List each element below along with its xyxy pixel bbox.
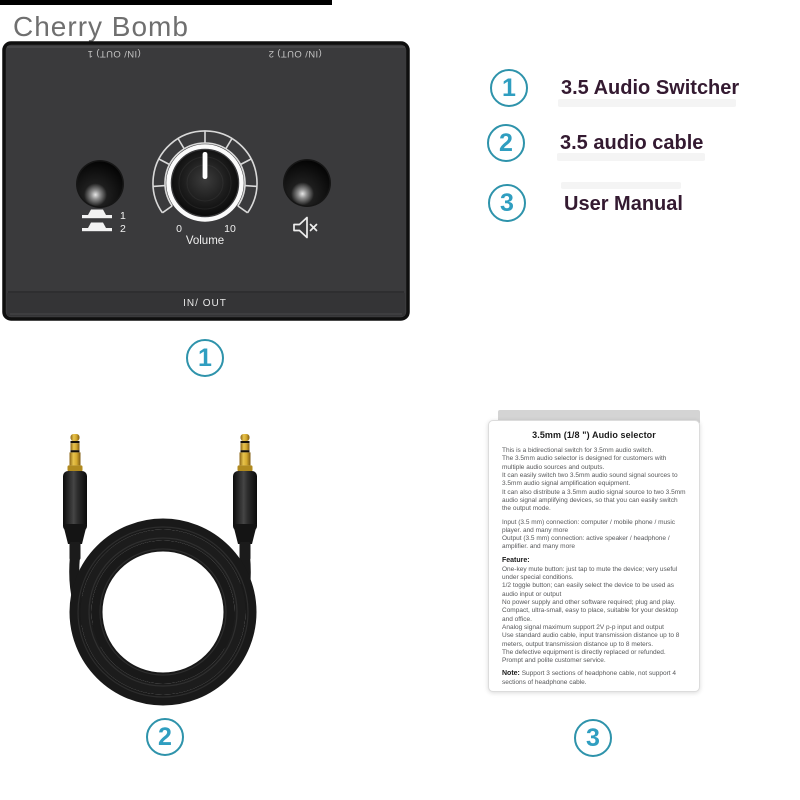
callout-manual-badge	[574, 719, 612, 757]
manual-note-text: Support 3 sections of headphone cable, not support 4 sections of headphone cable.	[502, 670, 677, 687]
manual-note-label: Note:	[502, 670, 520, 678]
callout-manual-number: 3	[586, 723, 600, 752]
label-shadow-artifact	[558, 99, 736, 107]
port-label-1: (IN/ OUT) 1	[87, 48, 141, 59]
device-top-highlight	[7, 46, 405, 48]
manual-text-line: The defective equipment is directly replaced or refunded. Prompt and polite customer service.	[502, 648, 666, 665]
list-item-1-number: 1	[502, 73, 516, 102]
callout-device-number: 1	[198, 343, 212, 372]
manual-text-line: Analog signal maximum support 2V p-p input and output	[502, 623, 664, 631]
volume-knob	[169, 147, 242, 220]
watermark-text: Cherry Bomb	[13, 11, 189, 42]
list-item-2-number: 2	[499, 128, 513, 157]
manual-text-line: The 3.5mm audio selector is designed for customers with multiple audio sources and outputs.	[502, 455, 667, 471]
mute-button	[283, 159, 331, 207]
in-out-label: IN/ OUT	[183, 298, 227, 309]
manual-text-line: Use standard audio cable, input transmission distance up to 8 meters, output transmission distance up to 8 meters.	[502, 632, 680, 648]
knob-pointer	[203, 152, 208, 179]
label-shadow-artifact	[561, 182, 681, 189]
volume-label: Volume	[185, 235, 225, 247]
list-item-1-label: 3.5 Audio Switcher	[561, 77, 740, 99]
manual-text-line: No power supply and other software required; plug and play.	[502, 598, 676, 606]
manual-text-line: It can easily switch two 3.5mm audio sound signal sources to 3.5mm audio signal amplification equipment.	[502, 471, 678, 488]
list-item-2-badge	[487, 124, 525, 162]
toggle-button	[76, 160, 124, 208]
manual-feature-heading: Feature:	[502, 556, 530, 564]
list-item-2-label: 3.5 audio cable	[560, 132, 704, 154]
jack-plug-left	[63, 434, 87, 560]
switch-label-1: 1	[120, 210, 126, 222]
manual-note	[502, 670, 686, 687]
list-item-1-badge	[490, 69, 528, 107]
list-item-3-label: User Manual	[564, 193, 683, 215]
audio-switcher-device	[2, 41, 412, 323]
manual-text-line: One-key mute button: just tap to mute the device; very useful under special conditions.	[502, 565, 678, 582]
volume-max-label: 10	[224, 223, 236, 235]
list-item-3-number: 3	[500, 188, 514, 217]
manual-text-line: Input (3.5 mm) connection: computer / mobile phone / music player. and many more	[502, 518, 676, 534]
manual-title: 3.5mm (1/8 ") Audio selector	[532, 430, 656, 440]
manual-text-line: Compact, ultra-small, easy to place, suitable for your desktop and office.	[502, 607, 678, 623]
jack-plug-right	[233, 434, 257, 560]
audio-cable-photo	[25, 420, 305, 720]
manual-text-line: This is a bidirectional switch for 3.5mm audio switch.	[502, 447, 654, 454]
callout-cable-number: 2	[158, 722, 172, 751]
switch-label-2: 2	[120, 223, 126, 235]
top-edge-bar	[0, 0, 332, 5]
cable-coil	[75, 524, 251, 700]
list-item-3-badge	[488, 184, 526, 222]
port-label-2: (IN/ OUT) 2	[268, 48, 322, 59]
callout-device-badge	[186, 339, 224, 377]
user-manual-page	[488, 420, 700, 692]
callout-cable-badge	[146, 718, 184, 756]
manual-text-line: 1/2 toggle button; can easily select the device to be used as audio input or output	[502, 582, 675, 598]
manual-text-line: It can also distribute a 3.5mm audio signal source to two 3.5mm audio signal amplifying devices, so that you can easily switch the output mode.	[502, 488, 686, 513]
manual-text-line: Output (3.5 mm) connection: active speaker / headphone / amplifier. and many more	[502, 535, 670, 551]
volume-min-label: 0	[176, 223, 182, 235]
